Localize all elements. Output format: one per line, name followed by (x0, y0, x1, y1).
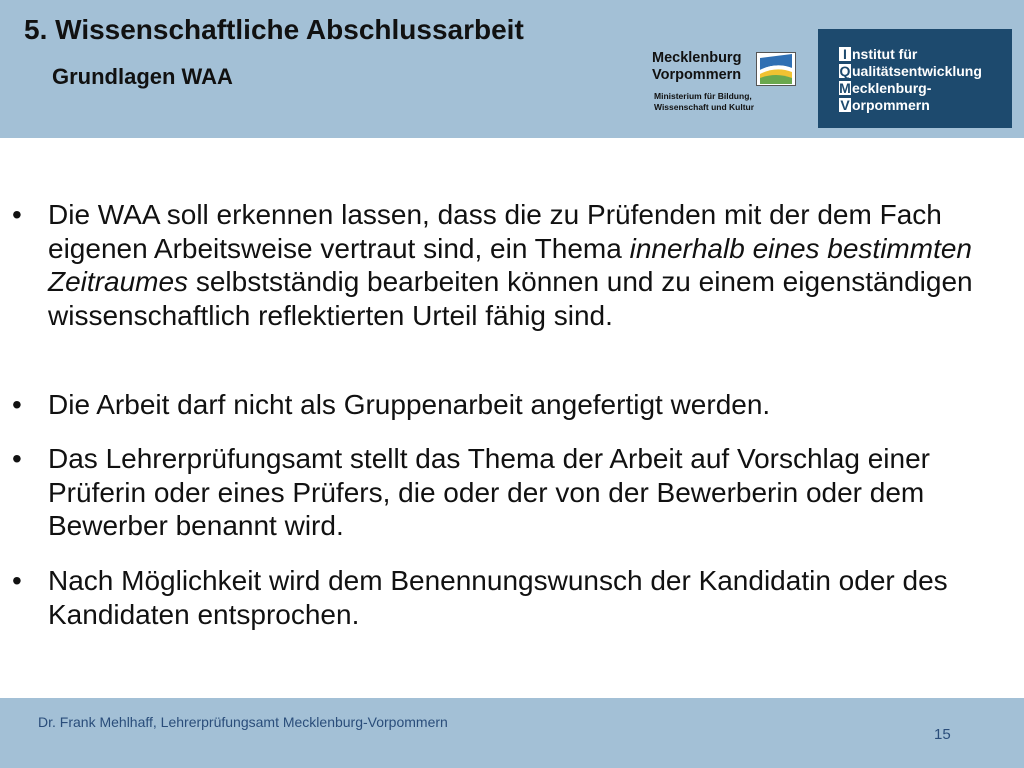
bullet-marker: • (12, 199, 22, 230)
bullet-text-1-italic: innerhalb eines bestimmten Zeitraumes (48, 232, 973, 297)
footer-bar (0, 698, 1024, 768)
iq-logo-word: nstitut für (852, 46, 918, 62)
mv-ministry-line2: Wissenschaft und Kultur (654, 102, 755, 112)
bullet-marker: • (12, 443, 22, 474)
iq-mv-logo (818, 29, 1012, 128)
iq-logo-letter: V (840, 97, 850, 113)
page-title: 5. Wissenschaftliche Abschlussarbeit (24, 14, 524, 45)
page-subtitle: Grundlagen WAA (52, 64, 233, 89)
iq-logo-word: ualitätsentwicklung (852, 63, 982, 79)
bullet-text-4: Nach Möglichkeit wird dem Benennungswunsch der Kandidatin oder des Kandidaten entsprochen. (48, 565, 948, 630)
iq-logo-line-3 (839, 81, 931, 96)
bullet-text-3: Das Lehrerprüfungsamt stellt das Thema der Arbeit auf Vorschlag einer Prüferin oder eines Prüfers, die oder der von der Bewerberin oder dem Bewerber benannt wird. (48, 443, 930, 541)
mv-logo-line1: Mecklenburg (652, 50, 742, 66)
mv-logo-line2: Vorpommern (652, 67, 742, 83)
iq-logo-line-4 (839, 98, 930, 113)
iq-logo-word: orpommern (852, 97, 930, 113)
bullet-text-1-part1: Die WAA soll erkennen lassen, dass die zu Prüfenden mit der dem Fach eigenen Arbeitsweise vertraut sind, ein Thema (48, 199, 942, 264)
mv-emblem-icon (756, 52, 796, 86)
mv-ministry-logo (652, 48, 802, 118)
bullet-text-1-part2: selbstständig bearbeiten können und zu einem eigenständigen wissenschaftlich reflektierten Urteil fähig sind. (48, 266, 973, 331)
iq-logo-word: ecklenburg- (852, 80, 932, 96)
mv-logo-name (652, 50, 741, 84)
iq-logo-line-1 (839, 47, 917, 62)
iq-logo-letter: Q (839, 63, 851, 79)
page-number: 15 (934, 726, 951, 743)
mv-ministry-text (654, 91, 754, 113)
iq-logo-letter: M (839, 80, 851, 96)
iq-logo-line-2 (839, 64, 982, 79)
mv-ministry-line1: Ministerium für Bildung, (654, 91, 752, 101)
iq-logo-letter: I (839, 47, 851, 61)
bullet-marker: • (12, 389, 22, 420)
bullet-text-1 (48, 198, 1008, 332)
header-bar (0, 0, 1024, 138)
footer-author: Dr. Frank Mehlhaff, Lehrerprüfungsamt Mecklenburg-Vorpommern (38, 714, 448, 730)
bullet-text-2: Die Arbeit darf nicht als Gruppenarbeit angefertigt werden. (48, 389, 771, 420)
bullet-marker: • (12, 565, 22, 596)
